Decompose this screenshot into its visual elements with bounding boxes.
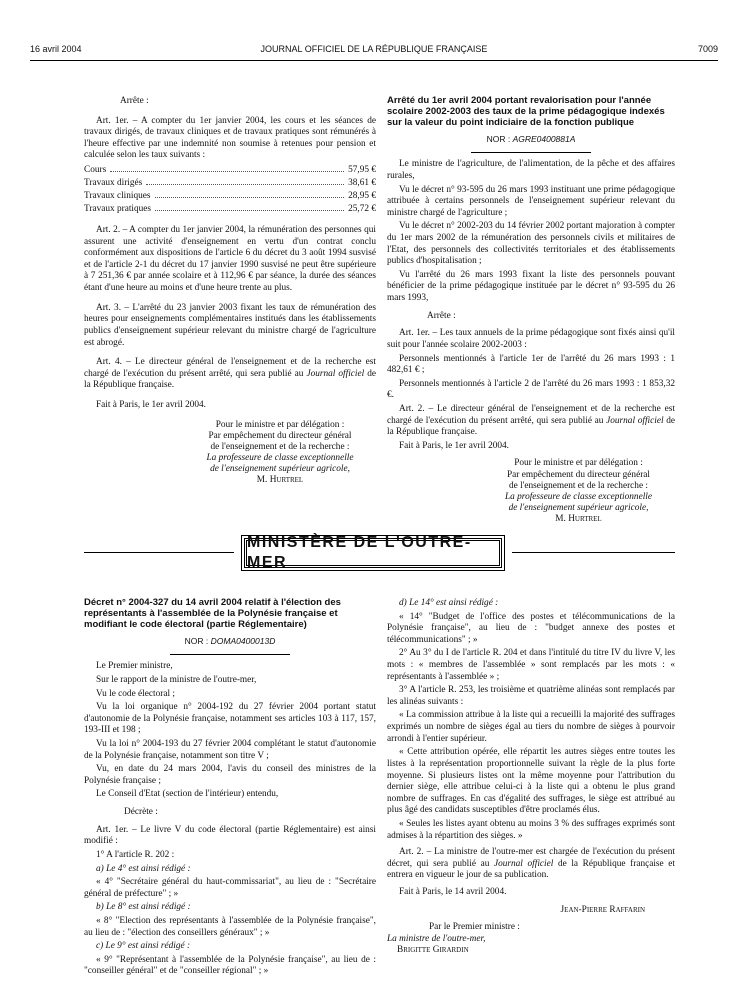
- ministre-intro: Le ministre de l'agriculture, de l'alimentation, de la pêche et des affaires rurales,: [387, 159, 675, 181]
- title-rule: [471, 152, 591, 153]
- decret-p7: Le Conseil d'Etat (section de l'intérieur) entendu,: [96, 789, 279, 800]
- fait-a-paris-3: Fait à Paris, le 14 avril 2004.: [399, 887, 507, 898]
- article-2-right: Art. 2. – Le directeur général de l'enseignement et de la recherche est chargé de l'exécution du présent arrêté, qui sera publié au Journal officiel de la République française.: [387, 403, 676, 438]
- arrete-label-2: Arrête :: [427, 310, 456, 321]
- rate-label: Cours: [84, 165, 107, 176]
- article-1: Art. 1er. – A compter du 1er janvier 2004, les cours et les séances de travaux dirigés, de travaux cliniques et de travaux pratiques sont rémunérés à l'heure effective par une indemnité non soumise à retenues pour pension et calculée selon les taux suivants :: [84, 115, 376, 161]
- decret-l3: « 4° "Secrétaire général du haut-commissariat", au lieu de : "Secrétaire général de préfecture" ; »: [84, 877, 376, 899]
- article-3: Art. 3. – L'arrêté du 23 janvier 2003 fixant les taux de rémunération des heures pour enseignements complémentaires institués dans les établissements publics d'enseignement supérieur relevant du ministre chargé de l'agriculture est abrogé.: [84, 302, 376, 348]
- arrete-title: Arrêté du 1er avril 2004 portant revalorisation pour l'année scolaire 2002-2003 des taux de la prime pédagogique indexés sur la valeur du point indiciaire de la fonction publique: [387, 95, 665, 128]
- page-header: [30, 44, 718, 58]
- rate-row: [84, 204, 376, 217]
- fait-a-paris-2: Fait à Paris, le 1er avril 2004.: [399, 440, 509, 451]
- signature-block: Pour le ministre et par délégation : Par empêchement du directeur général de l'enseignement et de la recherche : La professeure de classe exceptionnelle de l'enseignement supérieur agricole, M. Hurtrel: [206, 419, 354, 486]
- visa-2: Vu le décret n° 2002-203 du 14 février 2002 portant majoration à compter du 1er mars 2002 de la rémunération des personnels civils et militaires de l'Etat, des personnels des collectivités territoriales et des établissements publics d'hospitalisation ;: [387, 221, 675, 267]
- visa-1: Vu le décret n° 93-595 du 26 mars 1993 instituant une prime pédagogique attribuée à certains personnels de l'enseignement supérieur relevant du ministre chargé de l'agriculture ;: [387, 184, 675, 218]
- decret-l7: « 9° "Représentant à l'assemblée de la Polynésie française", au lieu de : "conseiller général" et de "conseiller régional" ; »: [84, 954, 376, 977]
- decret-r-l2: « 14° "Budget de l'office des postes et télécommunications de la Polynésie française", au lieu de : "budget annexe des postes et télécommunications" ; »: [387, 611, 675, 645]
- decret-p3: Vu le code électoral ;: [96, 688, 175, 699]
- decret-r-l5: « La commission attribue à la liste qui a recueilli la majorité des suffrages exprimés un nombre de sièges égal au tiers du nombre de sièges à pourvoir arrondi à l'entier supérieur.: [387, 710, 675, 744]
- signer-name: Jean-Pierre Raffarin: [560, 904, 645, 915]
- header-rule: [30, 60, 718, 61]
- leader-dots: [155, 197, 345, 198]
- decret-p6: Vu, en date du 24 mars 2004, l'avis du conseil des ministres de la Polynésie française ;: [84, 764, 376, 786]
- rate-amount: 57,95 €: [348, 165, 376, 176]
- nor-reference-2: NOR : DOMA0400013D: [184, 635, 276, 646]
- personnels-1: Personnels mentionnés à l'article 1er de l'arrêté du 26 mars 1993 : 1 482,61 € ;: [387, 353, 675, 376]
- decret-l2: a) Le 4° est ainsi rédigé :: [96, 863, 191, 874]
- rate-amount: 38,61 €: [348, 178, 376, 189]
- rate-label: Travaux pratiques: [84, 204, 152, 215]
- personnels-2: Personnels mentionnés à l'article 2 de l'arrêté du 26 mars 1993 : 1 853,32 €.: [387, 378, 675, 401]
- rates-table: [84, 165, 376, 217]
- decret-p2: Sur le rapport de la ministre de l'outre-mer,: [96, 675, 257, 685]
- leader-dots: [110, 171, 344, 172]
- header-page-number: 7009: [697, 44, 718, 54]
- title-rule-2: [170, 654, 290, 655]
- right-bottom-column: [387, 598, 675, 957]
- rate-amount: 28,95 €: [348, 191, 376, 202]
- article-1-right: Art. 1er. – Les taux annuels de la prime pédagogique sont fixés ainsi qu'il suit pour l'année scolaire 2002-2003 :: [387, 328, 675, 350]
- fait-a-paris: Fait à Paris, le 1er avril 2004.: [96, 399, 206, 410]
- decrete-label: Décrète :: [124, 807, 158, 818]
- rate-row: [84, 178, 376, 191]
- article-2: Art. 2. – A compter du 1er janvier 2004, la rémunération des personnes qui assurent une activité d'enseignement en vertu d'un contrat conclu conformément aux dispositions de l'article 6 du décret du 3 août 1994 susvisé et de l'article 2-1 du décret du 17 janvier 1990 susvisé ne peut être supérieure à 7 251,36 € par année scolaire et à 112,96 € par séance, la durée des séances étant d'une heure au moins et d'une heure trente au plus.: [84, 225, 376, 294]
- leader-dots: [146, 184, 344, 185]
- right-top-column: [387, 96, 675, 525]
- rate-label: Travaux cliniques: [84, 191, 151, 202]
- decret-l6: c) Le 9° est ainsi rédigé :: [96, 941, 191, 952]
- decret-r-l1: d) Le 14° est ainsi rédigé :: [399, 598, 499, 608]
- decret-l5: « 8° "Election des représentants à l'assemblée de la Polynésie française", au lieu de : "élection des conseillers généraux" ; »: [84, 915, 376, 938]
- decret-r-l7: « Seules les listes ayant obtenu au moins 3 % des suffrages exprimés sont admises à la répartition des sièges. »: [387, 818, 675, 841]
- par-premier-ministre: Par le Premier ministre :: [429, 922, 520, 933]
- decret-r-l4: 3° A l'article R. 253, les troisième et quatrième alinéas sont remplacés par les alinéas suivants :: [387, 685, 675, 707]
- decret-p1: Le Premier ministre,: [96, 661, 173, 672]
- band-rule-left: [84, 552, 234, 553]
- decret-title: Décret n° 2004-327 du 14 avril 2004 relatif à l'élection des représentants à l'assemblée de la Polynésie française et modifiant le code électoral (partie Réglementaire): [84, 597, 341, 630]
- decret-l4: b) Le 8° est ainsi rédigé :: [96, 902, 191, 913]
- band-rule-right: [512, 552, 675, 553]
- rate-row: [84, 191, 376, 204]
- visa-3: Vu l'arrêté du 26 mars 1993 fixant la liste des personnels pouvant bénéficier de la prime pédagogique instituée par le décret n° 93-595 du 26 mars 1993,: [387, 269, 675, 304]
- decret-article-2: Art. 2. – La ministre de l'outre-mer est chargée de l'exécution du présent décret, qui sera publié au Journal officiel de la République française et entrera en vigueur le jour de sa publication.: [387, 847, 676, 881]
- decret-p5: Vu la loi n° 2004-193 du 27 février 2004 complétant le statut d'autonomie de la Polynésie française, notamment son titre V ;: [84, 739, 376, 761]
- article-4: Art. 4. – Le directeur général de l'enseignement et de la recherche est chargé de l'exécution du présent arrêté, qui sera publié au Journal officiel de la République française.: [84, 357, 377, 391]
- rate-amount: 25,72 €: [348, 204, 376, 215]
- left-bottom-column: [84, 598, 376, 980]
- signature-block-2: Pour le ministre et par délégation : Par empêchement du directeur général de l'enseignement et de la recherche : La professeure de classe exceptionnelle de l'enseignement supérieur agricole, M. Hurtrel: [505, 458, 652, 525]
- decret-r-l6: « Cette attribution opérée, elle répartit les autres sièges entre toutes les listes à la représentation proportionnelle suivant la règle de la plus forte moyenne. Si plusieurs listes ont la même moyenne pour l'attribution du dernier siège, elle attribue celui-ci à la liste qui a obtenu le plus grand nombre de suffrages. En cas d'égalité des suffrages, le siège est attribué au plus âgé des candidats susceptibles d'être proclamés élus.: [387, 747, 675, 816]
- rate-label: Travaux dirigés: [84, 178, 143, 189]
- decret-article-1: Art. 1er. – Le livre V du code électoral (partie Réglementaire) est ainsi modifié :: [84, 824, 376, 847]
- leader-dots: [155, 210, 344, 211]
- header-journal-title: JOURNAL OFFICIEL DE LA RÉPUBLIQUE FRANÇAISE: [260, 44, 488, 54]
- ministre-title: La ministre de l'outre-mer,: [387, 933, 486, 944]
- nor-reference: NOR : AGRE0400881A: [486, 133, 576, 144]
- decret-p4: Vu la loi organique n° 2004-192 du 27 février 2004 portant statut d'autonomie de la Polynésie française, notamment ses articles 103 à 117, 157, 193-III et 198 ;: [84, 702, 376, 736]
- rate-row: [84, 165, 376, 178]
- decret-l1: 1° A l'article R. 202 :: [96, 849, 175, 860]
- header-date: 16 avril 2004: [30, 44, 82, 54]
- left-top-column: [84, 96, 376, 487]
- ministry-heading: MINISTÈRE DE L'OUTRE-MER: [244, 538, 502, 568]
- ministre-name: Brigitte Girardin: [397, 945, 469, 956]
- arrete-label: Arrête :: [120, 96, 149, 106]
- decret-r-l3: 2° Au 3° du I de l'article R. 204 et dans l'intitulé du titre IV du livre V, les mots : « membres de l'assemblée » sont remplacés par les mots : « représentants à l'assemblée » ;: [387, 648, 675, 682]
